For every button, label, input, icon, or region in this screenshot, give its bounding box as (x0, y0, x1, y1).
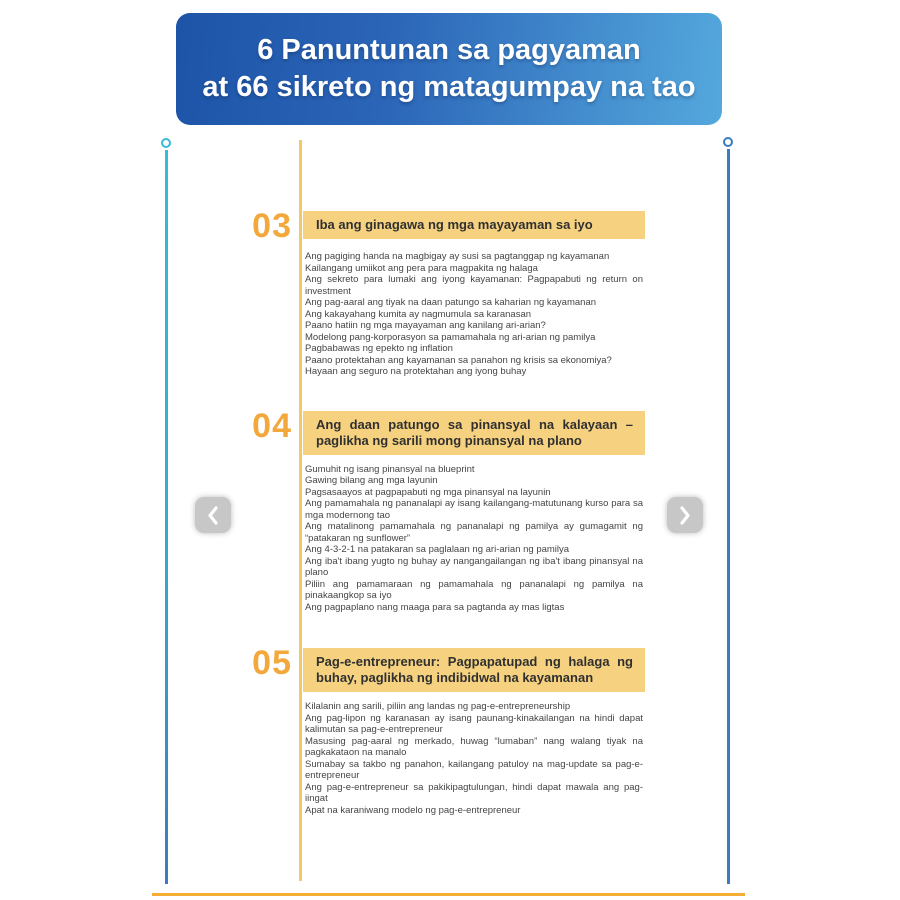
list-item: Ang pamamahala ng pananalapi ay isang kailangang-matutunang kurso para sa mga modernong tao (305, 498, 643, 521)
list-item: Paano hatiin ng mga mayayaman ang kanilang ari-arian? (305, 320, 546, 331)
chevron-left-icon (205, 505, 221, 526)
list-item: Ang pag-e-entrepreneur sa pakikipagtulungan, hindi dapat mawala ang pag-iingat (305, 781, 643, 804)
list-item: Kilalanin ang sarili, piliin ang landas ng pag-e-entrepreneurship (305, 701, 571, 712)
page-title-line2: at 66 sikreto ng matagumpay na tao (202, 71, 696, 103)
next-button[interactable] (667, 497, 703, 533)
timeline-node-left (161, 138, 171, 148)
list-item: Paano protektahan ang kayamanan sa panahon ng krisis sa ekonomiya? (305, 354, 612, 366)
list-item: Ang iba't ibang yugto ng buhay ay nangangailangan ng iba't ibang pinansyal na plano (305, 555, 643, 578)
content-divider-line (299, 140, 302, 881)
list-item: Sumabay sa takbo ng panahon, kailangang patuloy na mag-update sa pag-e-entrepreneur (305, 758, 643, 781)
section-item-list (303, 251, 645, 378)
section-05 (252, 644, 645, 816)
list-item: Ang matalinong pamamahala ng pananalapi ng pamilya ay gumagamit ng “patakaran ng sunflower” (305, 521, 643, 544)
footer-accent-line (152, 893, 745, 896)
list-item: Ang pag-lipon ng karanasan ay isang paunang-kinakailangan na hindi dapat kalimutan sa pag-e-entrepreneur (305, 712, 643, 735)
section-number: 03 (252, 207, 292, 245)
section-03 (252, 207, 645, 378)
section-title: Iba ang ginagawa ng mga mayayaman sa iyo (303, 211, 645, 239)
section-item-list (303, 701, 645, 816)
list-item: Hayaan ang seguro na protektahan ang iyong buhay (305, 366, 527, 377)
chevron-right-icon (677, 505, 693, 526)
section-item-list (303, 464, 645, 614)
list-item: Apat na karaniwang modelo ng pag-e-entrepreneur (305, 804, 521, 816)
list-item: Kailangang umiikot ang pera para magpakita ng halaga (305, 262, 538, 274)
page-title-line1: 6 Panuntunan sa pagyaman (257, 34, 641, 66)
list-item: Pagsasaayos at pagpapabuti ng mga pinansyal na layunin (305, 486, 551, 498)
list-item: Masusing pag-aaral ng merkado, huwag “lumaban” nang walang tiyak na pagkakataon na manalo (305, 735, 643, 758)
prev-button[interactable] (195, 497, 231, 533)
list-item: Gumuhit ng isang pinansyal na blueprint (305, 463, 475, 475)
list-item: Ang pagpaplano nang maaga para sa pagtanda ay mas ligtas (305, 601, 565, 613)
timeline-rail-left (165, 150, 168, 884)
list-item: Ang pagiging handa na magbigay ay susi sa pagtanggap ng kayamanan (305, 251, 610, 262)
section-title: Pag-e-entrepreneur: Pagpapatupad ng halaga ng buhay, paglikha ng indibidwal na kayamanan (303, 648, 645, 692)
list-item: Piliin ang pamamaraan ng pamamahala ng pananalapi ng pamilya na pinakaangkop sa iyo (305, 578, 643, 601)
list-item: Gawing bilang ang mga layunin (305, 475, 438, 486)
section-number: 04 (252, 406, 292, 445)
content-column (252, 150, 645, 816)
section-title: Ang daan patungo sa pinansyal na kalayaan – paglikha ng sarili mong pinansyal na plano (303, 411, 645, 455)
list-item: Modelong pang-korporasyon sa pamamahala ng ari-arian ng pamilya (305, 331, 596, 343)
list-item: Ang kakayahang kumita ay nagmumula sa karanasan (305, 308, 532, 320)
list-item: Ang pag-aaral ang tiyak na daan patungo sa kaharian ng kayamanan (305, 297, 597, 308)
list-item: Ang sekreto para lumaki ang iyong kayamanan: Pagpapabuti ng return on investment (305, 274, 643, 297)
section-number: 05 (252, 644, 292, 682)
section-04 (252, 406, 645, 614)
list-item: Ang 4-3-2-1 na patakaran sa paglalaan ng ari-arian ng pamilya (305, 544, 570, 555)
timeline-node-right (723, 137, 733, 147)
list-item: Pagbabawas ng epekto ng inflation (305, 343, 453, 354)
title-banner (176, 13, 722, 125)
timeline-rail-right (727, 149, 730, 884)
